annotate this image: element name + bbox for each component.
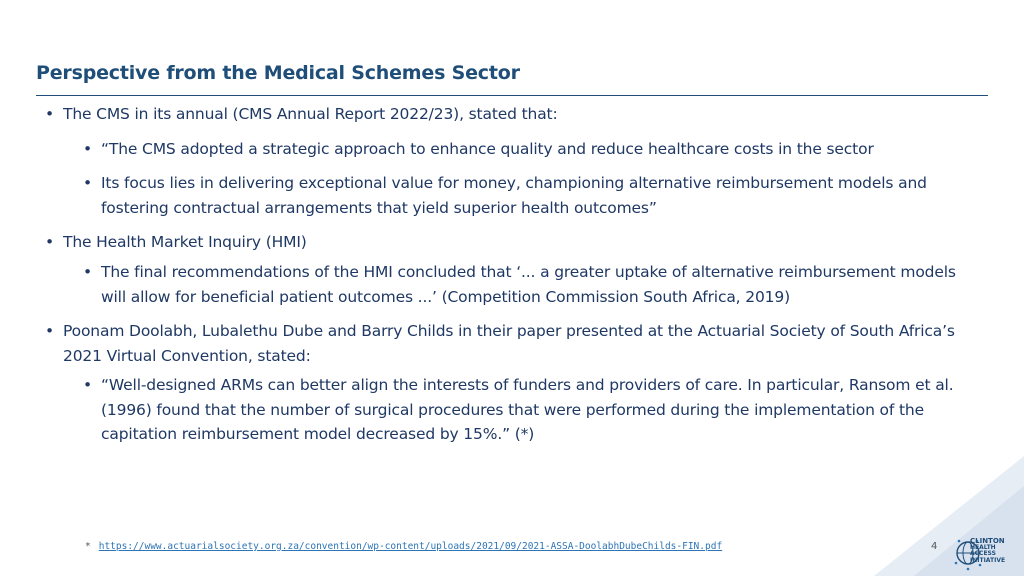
- bullet-cms-focus: • Its focus lies in delivering exceptional value for money, championing alternative reimbursement models and fostering contractual arrangements that yield superior health outcomes”: [101, 171, 991, 220]
- logo-line-3: INITIATIVE: [970, 556, 1006, 564]
- page-title: Perspective from the Medical Schemes Sector: [36, 62, 520, 84]
- footnote-link[interactable]: https://www.actuarialsociety.org.za/convention/wp-content/uploads/2021/09/2021-ASSA-DoolabhDubeChilds-FIN.pdf: [98, 541, 723, 552]
- bullet-cms-strategic: • “The CMS adopted a strategic approach to enhance quality and reduce healthcare costs in the sector: [101, 137, 991, 162]
- logo-line-2: HEALTH ACCESS: [970, 543, 996, 557]
- bullet-paper-authors: • Poonam Doolabh, Lubalethu Dube and Barry Childs in their paper presented at the Actuarial Society of South Africa’s 2021 Virtual Convention, stated:: [63, 319, 988, 368]
- bullet-hmi: • The Health Market Inquiry (HMI): [63, 230, 983, 255]
- footnote-marker: *: [85, 541, 91, 552]
- logo-line-1: CLINTON: [970, 537, 1005, 545]
- title-divider: [36, 95, 988, 96]
- page-number: 4: [931, 541, 938, 552]
- bullet-cms-annual: • The CMS in its annual (CMS Annual Report 2022/23), stated that:: [63, 102, 983, 127]
- bullet-hmi-recommendations: • The final recommendations of the HMI concluded that ‘... a greater uptake of alternative reimbursement models will allow for beneficial patient outcomes ...’ (Competition Commission South Africa, 2019): [101, 260, 981, 309]
- bullet-arms-quote: • “Well-designed ARMs can better align the interests of funders and providers of care. In particular, Ransom et al. (1996) found that the number of surgical procedures that were performed during the implementation of the capitation reimbursement model decreased by 15%.” (*): [101, 373, 996, 447]
- footnote: [85, 541, 722, 552]
- logo-text: [970, 538, 1016, 564]
